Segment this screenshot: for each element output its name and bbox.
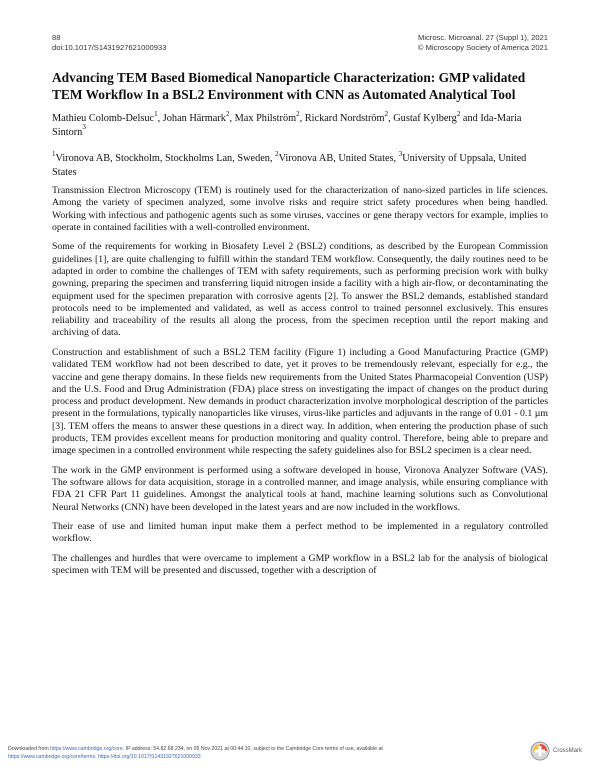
header-left xyxy=(52,33,166,53)
author-name: Max Philström xyxy=(234,113,297,124)
journal-citation: Microsc. Microanal. 27 (Suppl 1), 2021 xyxy=(418,33,548,42)
crossmark-badge[interactable] xyxy=(530,741,582,761)
body-paragraph: The work in the GMP environment is performed using a software developed in house, Vironova Analyzer Software (VAS). The software allows for data acquisition, storage in a controlled manner, and image analysis, while ensuring compliance with FDA 21 CFR Part 11 guidelines. Amongst the analytical tools at hand, machine learning solutions such as Convolutional Neural Networks (CNN) have been developed in the latest years and are now included in the workflows. xyxy=(52,464,548,513)
affiliations xyxy=(52,149,552,180)
author-affiliation-marker: 2 xyxy=(456,109,461,118)
affiliation-text: University of Uppsala, United States xyxy=(52,153,527,178)
copyright: © Microscopy Society of America 2021 xyxy=(417,43,548,52)
author-affiliation-marker: 1 xyxy=(154,109,158,118)
author-name: Ida-Maria Sintorn xyxy=(52,113,522,138)
header-right xyxy=(418,33,548,53)
author-name: Mathieu Colomb-Delsuc xyxy=(52,113,155,124)
doi: doi:10.1017/S1431927621000933 xyxy=(52,43,167,52)
body-paragraph: Their ease of use and limited human input make them a perfect method to be implemented in a regulatory controlled workflow. xyxy=(52,521,548,545)
footer-prefix: Downloaded from xyxy=(8,746,51,752)
author-name: Rickard Nordström xyxy=(304,113,385,124)
body-paragraph: Transmission Electron Microscopy (TEM) is routinely used for the characterization of nano-sized particles in life sciences. Among the variety of specimen analyzed, some involve risks and require strict safety procedures when being handled. Working with infectious and pathogenic agents such as some viruses, vaccines or gene therapy vectors for example, implies to operate in contained facilities with a well-controlled environment. xyxy=(52,185,548,233)
affiliation-number: 2 xyxy=(275,149,279,158)
crossmark-icon xyxy=(530,741,550,761)
affiliation-number: 1 xyxy=(52,149,56,158)
affiliation-text: Vironova AB, United States, xyxy=(278,153,399,164)
download-footer xyxy=(8,745,478,761)
footer-ip-text: . IP address: 54.82.68.234, on 05 Nov 2021 at 00:44:10, subject to the Cambridge Core terms of use, available at xyxy=(122,746,383,752)
cambridge-core-link[interactable]: https://www.cambridge.org/core xyxy=(50,746,123,752)
footer-separator: . xyxy=(95,754,98,760)
abstract-body xyxy=(52,185,548,585)
author-list xyxy=(52,109,552,140)
author-affiliation-marker: 3 xyxy=(82,123,86,132)
author-affiliation-marker: 2 xyxy=(225,109,230,118)
body-paragraph: Construction and establishment of such a BSL2 TEM facility (Figure 1) including a Good Manufacturing Practice (GMP) validated TEM workflow had not been described to date, yet it proves to be tremendously relevant, especially for e.g., the vaccine and gene therapy domains. In these fields new requirements from the United States Pharmacopeial Convention (USP) and the U.S. Food and Drug Administration (FDA) place stress on investigating the impact of changes on the product during process and product development. New demands in product characterization involve morphological description of the particles present in the formulations, typically nanoparticles like viruses, virus-like particles and adjuvants in the range of 0.01 - 0.1 µm [3]. TEM offers the means to answer these questions in a direct way. In addition, when entering the production phase of such products, TEM provides excellent means for production monitoring and quality control. Therefore, being able to prepare and image specimen in a controlled environment while respecting the safety guidelines also for BSL2 specimen is a clear need. xyxy=(52,346,548,457)
author-separator: and xyxy=(460,113,481,124)
author-name: Johan Härmark xyxy=(162,113,226,124)
author-separator: , xyxy=(157,113,163,124)
author-name: Gustaf Kylberg xyxy=(393,113,457,124)
author-affiliation-marker: 2 xyxy=(384,109,389,118)
author-affiliation-marker: 2 xyxy=(296,109,300,118)
doi-link[interactable]: https://doi.org/10.1017/S1431927621000933 xyxy=(97,754,201,760)
body-paragraph: The challenges and hurdles that were overcame to implement a GMP workflow in a BSL2 lab for the analysis of biological specimen with TEM will be presented and discussed, together with a description of xyxy=(52,552,548,577)
page-number: 88 xyxy=(52,33,61,42)
crossmark-label: CrossMark xyxy=(553,748,583,754)
affiliation-text: Vironova AB, Stockholm, Stockholms Lan, Sweden, xyxy=(55,153,276,164)
author-separator: , xyxy=(299,113,305,124)
author-separator: , xyxy=(388,113,394,124)
terms-link[interactable]: https://www.cambridge.org/core/terms xyxy=(8,754,96,760)
affiliation-number: 3 xyxy=(398,149,403,158)
author-separator: , xyxy=(229,113,235,124)
body-paragraph: Some of the requirements for working in Biosafety Level 2 (BSL2) conditions, as described by the European Commission guidelines [1], are quite challenging to fulfill within the standard TEM workflow. Consequently, the daily routines need to be adapted in order to combine the challenges of TEM with safety requirements, such as performing precision work with bulky gowning, preparing the specimen and transferring liquid nitrogen inside a facility with a high air-flow, or decontaminating the equipment used for the specimen preparation with corrosive agents [2]. To answer the BSL2 demands, established standard protocols need to be implemented and validated, as well as access control to trained personnel exclusively. This ensures reliability and traceability of the results all along the process, from the specimen reception until the report making and archiving of data. xyxy=(52,241,548,339)
paper-title: Advancing TEM Based Biomedical Nanoparticle Characterization: GMP validated TEM Workflow In a BSL2 Environment with CNN as Automated Analytical Tool xyxy=(52,70,526,102)
